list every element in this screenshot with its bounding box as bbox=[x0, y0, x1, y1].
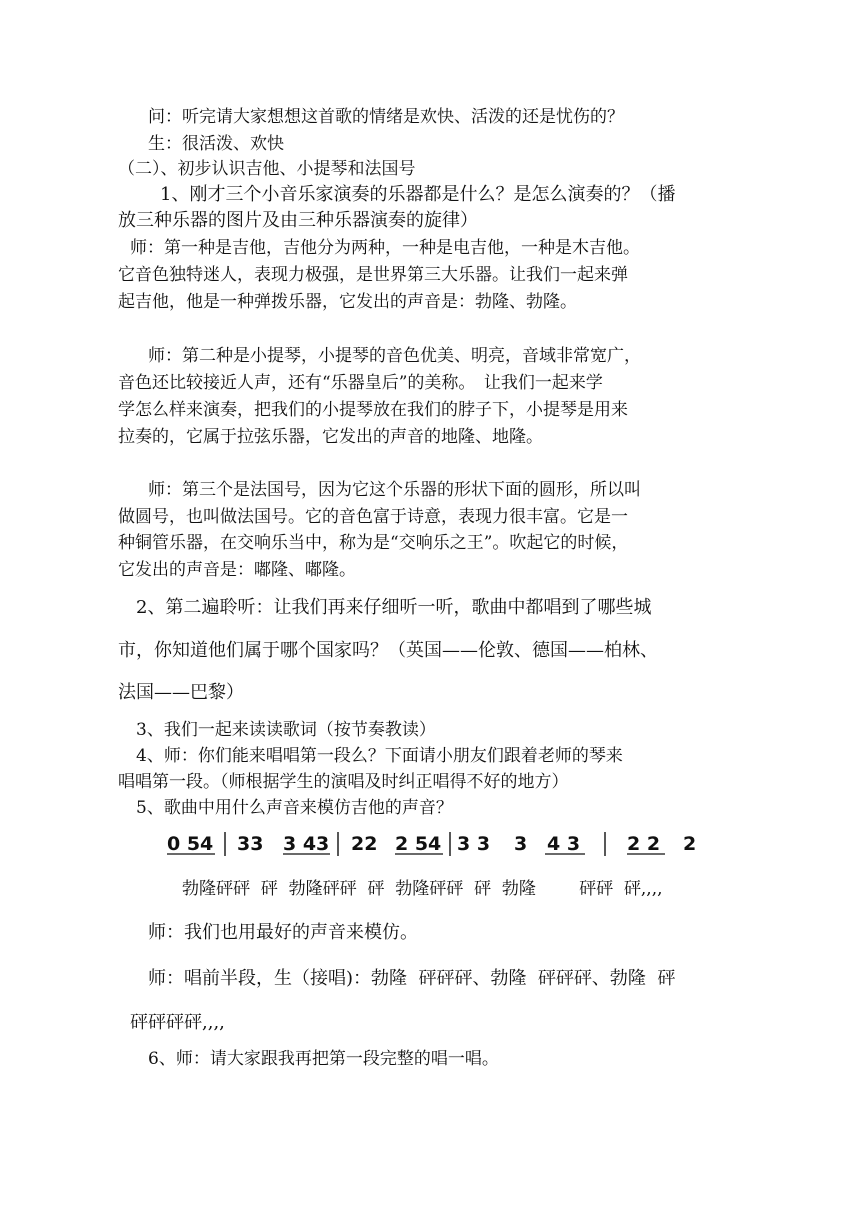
violin-line-1: 师：第二种是小提琴，小提琴的音色优美、明亮，音域非常宽广， bbox=[148, 346, 641, 366]
teacher-imitate-text: 师：我们也用最好的声音来模仿。 bbox=[148, 922, 418, 943]
notation-group-9: 2 2 bbox=[627, 833, 661, 855]
question-text: 问：听完请大家想想这首歌的情绪是欢快、活泼的还是忧伤的？ bbox=[148, 107, 624, 127]
notation-group-3: 3 43 bbox=[283, 833, 330, 855]
step-4-line-1: 4、师：你们能来唱唱第一段么？下面请小朋友们跟着老师的琴来 bbox=[136, 746, 623, 766]
step-2-line-3: 法国——巴黎） bbox=[118, 682, 244, 703]
sing-first-half-line-2: 砰砰砰砰,,,, bbox=[130, 1012, 225, 1033]
notation-group-6: 3 3 bbox=[457, 833, 491, 855]
horn-line-1: 师：第三个是法国号，因为它这个乐器的形状下面的圆形，所以叫 bbox=[148, 480, 641, 500]
step-6-text: 6、师：请大家跟我再把第一段完整的唱一唱。 bbox=[148, 1049, 499, 1069]
step-3-text: 3、我们一起来读读歌词（按节奏教读） bbox=[136, 720, 436, 740]
lyrics-line: 勃隆砰砰 砰 勃隆砰砰 砰 勃隆砰砰 砰 勃隆 砰砰 砰,,,, bbox=[182, 879, 663, 899]
step-2-line-2: 市，你知道他们属于哪个国家吗？（英国——伦敦、德国——柏林、 bbox=[118, 640, 658, 661]
horn-line-2: 做圆号，也叫做法国号。它的音色富于诗意，表现力很丰富。它是一 bbox=[118, 507, 628, 527]
notation-group-2: 33 bbox=[237, 833, 264, 855]
guitar-line-1: 师：第一种是吉他，吉他分为两种，一种是电吉他，一种是木吉他。 bbox=[130, 238, 640, 258]
notation-group-7: 3 bbox=[514, 833, 528, 855]
violin-line-4: 拉奏的，它属于拉弦乐器，它发出的声音的地隆、地隆。 bbox=[118, 427, 543, 447]
paragraph-1-line-1: 1、刚才三个小音乐家演奏的乐器都是什么？是怎么演奏的？（播 bbox=[160, 184, 676, 205]
paragraph-1-line-2: 放三种乐器的图片及由三种乐器演奏的旋律） bbox=[118, 210, 478, 231]
notation-group-8: 4 3 bbox=[547, 833, 581, 855]
step-2-line-1: 2、第二遍聆听：让我们再来仔细听一听，歌曲中都唱到了哪些城 bbox=[136, 597, 652, 618]
notation-svg bbox=[165, 830, 725, 860]
notation-group-10: 2 bbox=[683, 833, 697, 855]
violin-line-2: 音色还比较接近人声，还有“乐器皇后”的美称。 让我们一起来学 bbox=[118, 373, 603, 393]
guitar-line-3: 起吉他，他是一种弹拨乐器，它发出的声音是：勃隆、勃隆。 bbox=[118, 292, 577, 312]
guitar-line-2: 它音色独特迷人，表现力极强，是世界第三大乐器。让我们一起来弹 bbox=[118, 265, 628, 285]
step-4-line-2: 唱唱第一段。（师根据学生的演唱及时纠正唱得不好的地方） bbox=[118, 772, 569, 792]
notation-group-4: 22 bbox=[351, 833, 378, 855]
numbered-music-notation bbox=[165, 830, 725, 860]
notation-group-1: 0 54 bbox=[167, 833, 214, 855]
sing-first-half-line-1: 师：唱前半段，生（接唱)：勃隆 砰砰砰、勃隆 砰砰砰、勃隆 砰 bbox=[148, 968, 676, 989]
student-answer: 生：很活泼、欢快 bbox=[148, 134, 284, 154]
violin-line-3: 学怎么样来演奏，把我们的小提琴放在我们的脖子下，小提琴是用来 bbox=[118, 400, 628, 420]
horn-line-3: 种铜管乐器，在交响乐当中，称为是“交响乐之王”。吹起它的时候， bbox=[118, 533, 629, 553]
section-heading: （二）、初步认识吉他、小提琴和法国号 bbox=[118, 159, 416, 179]
notation-group-5: 2 54 bbox=[395, 833, 442, 855]
step-5-text: 5、歌曲中用什么声音来模仿吉他的声音？ bbox=[136, 798, 453, 818]
horn-line-4: 它发出的声音是：嘟隆、嘟隆。 bbox=[118, 560, 356, 580]
